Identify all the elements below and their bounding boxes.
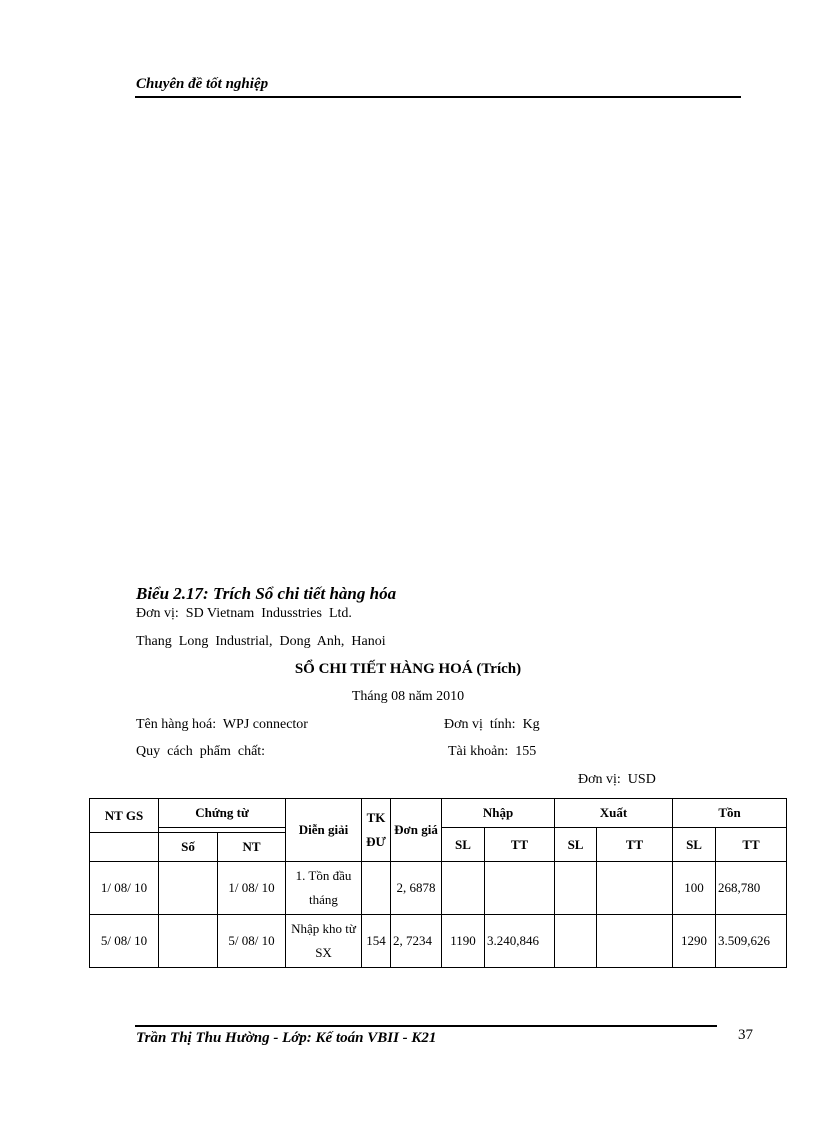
unit-of-measure: Đơn vị tính: Kg bbox=[444, 717, 540, 732]
cell-ton-sl: 100 bbox=[673, 862, 716, 915]
cell-tk bbox=[362, 862, 391, 915]
header-nt-gs: NT GS bbox=[90, 799, 159, 833]
cell-dien-giai: 1. Tồn đầu tháng bbox=[286, 862, 362, 915]
header-chung-tu: Chứng từ bbox=[159, 799, 286, 828]
cell-don-gia: 2, 6878 bbox=[391, 862, 442, 915]
cell-ton-tt: 268,780 bbox=[716, 862, 787, 915]
company-address: Thang Long Industrial, Dong Anh, Hanoi bbox=[136, 634, 386, 649]
cell-nhap-sl: 1190 bbox=[442, 915, 485, 968]
page-number: 37 bbox=[738, 1027, 753, 1043]
header-xuat-tt: TT bbox=[597, 828, 673, 862]
cell-don-gia: 2, 7234 bbox=[391, 915, 442, 968]
header-nhap: Nhập bbox=[442, 799, 555, 828]
header-don-gia: Đơn giá bbox=[391, 799, 442, 862]
cell-xuat-sl bbox=[555, 915, 597, 968]
cell-ton-sl: 1290 bbox=[673, 915, 716, 968]
header-nt: NT bbox=[218, 833, 286, 862]
cell-tk: 154 bbox=[362, 915, 391, 968]
cell-xuat-sl bbox=[555, 862, 597, 915]
header-ton-sl: SL bbox=[673, 828, 716, 862]
header-nhap-sl: SL bbox=[442, 828, 485, 862]
cell-nt: 1/ 08/ 10 bbox=[218, 862, 286, 915]
cell-dien-giai: Nhập kho từ SX bbox=[286, 915, 362, 968]
report-month: Tháng 08 năm 2010 bbox=[351, 689, 465, 704]
nt-gs-spacer bbox=[90, 833, 159, 862]
footer-divider bbox=[135, 1025, 717, 1027]
report-title: SỔ CHI TIẾT HÀNG HOÁ (Trích) bbox=[294, 661, 522, 677]
cell-nhap-tt bbox=[485, 862, 555, 915]
header-xuat: Xuất bbox=[555, 799, 673, 828]
form-title: Biểu 2.17: Trích Sổ chi tiết hàng hóa bbox=[136, 584, 397, 603]
cell-nhap-tt: 3.240,846 bbox=[485, 915, 555, 968]
header-tk-du: TK ĐƯ bbox=[362, 799, 391, 862]
header-so: Số bbox=[159, 833, 218, 862]
header-ton: Tồn bbox=[673, 799, 787, 828]
header-divider bbox=[135, 96, 741, 98]
header-dien-giai: Diễn giải bbox=[286, 799, 362, 862]
cell-xuat-tt bbox=[597, 862, 673, 915]
footer-author: Trần Thị Thu Hường - Lớp: Kế toán VBII - K21 bbox=[136, 1030, 437, 1046]
table-row bbox=[90, 862, 787, 915]
cell-ton-tt: 3.509,626 bbox=[716, 915, 787, 968]
header-xuat-sl: SL bbox=[555, 828, 597, 862]
company-unit: Đơn vị: SD Vietnam Indusstries Ltd. bbox=[136, 606, 352, 621]
cell-so bbox=[159, 862, 218, 915]
header-ton-tt: TT bbox=[716, 828, 787, 862]
document-header-title: Chuyên đề tốt nghiệp bbox=[136, 76, 269, 92]
account-number: Tài khoản: 155 bbox=[448, 744, 537, 759]
table-row bbox=[90, 915, 787, 968]
ledger-table bbox=[89, 798, 787, 968]
header-nhap-tt: TT bbox=[485, 828, 555, 862]
table-header-row bbox=[90, 799, 787, 828]
cell-so bbox=[159, 915, 218, 968]
cell-nt-gs: 1/ 08/ 10 bbox=[90, 862, 159, 915]
cell-nt-gs: 5/ 08/ 10 bbox=[90, 915, 159, 968]
goods-name: Tên hàng hoá: WPJ connector bbox=[136, 717, 308, 732]
cell-nt: 5/ 08/ 10 bbox=[218, 915, 286, 968]
currency-unit: Đơn vị: USD bbox=[578, 772, 656, 787]
cell-nhap-sl bbox=[442, 862, 485, 915]
cell-xuat-tt bbox=[597, 915, 673, 968]
quality-spec: Quy cách phẩm chất: bbox=[136, 744, 266, 759]
